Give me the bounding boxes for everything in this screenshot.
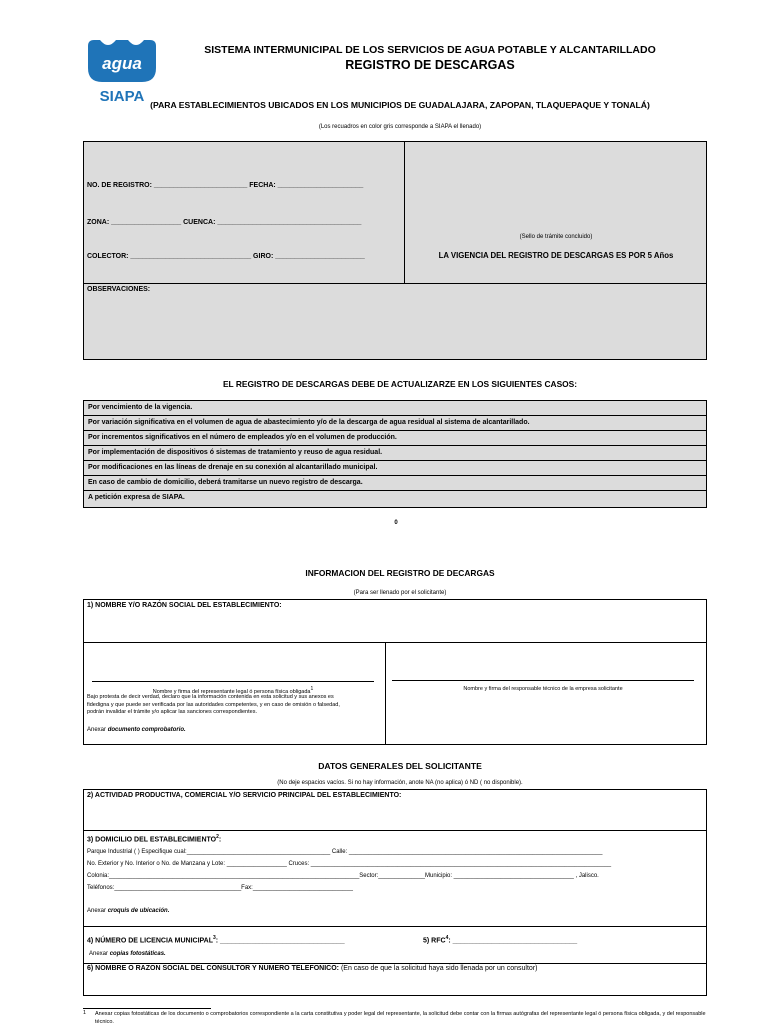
info-title: INFORMACION DEL REGISTRO DE DECARGAS <box>305 568 495 578</box>
firma-tecnico-label: Nombre y firma del responsable técnico de la empresa solicitante <box>463 686 623 692</box>
casos-table <box>83 400 707 508</box>
siapa-box <box>83 141 707 360</box>
telefonos-line[interactable]: Teléfonos:______________________________________Fax:______________________________ <box>87 885 353 891</box>
logo-word: agua <box>102 54 142 73</box>
legal-signature-line[interactable] <box>92 681 374 682</box>
anexar-croquis: Anexar croquis de ubicación. <box>87 908 170 914</box>
footnote-mark: 1 <box>83 1010 87 1016</box>
tecnico-signature-line[interactable] <box>392 680 694 681</box>
parque-line[interactable]: Parque Industrial ( ) Especifique cual:___________________________________________ Calle: ____________________________________________________________________________ <box>87 849 603 855</box>
casos-title: EL REGISTRO DE DESCARGAS DEBE DE ACTUALIZARZE EN LOS SIGUIENTES CASOS: <box>222 379 578 389</box>
header-subtitle: REGISTRO DE DESCARGAS <box>345 58 515 72</box>
q4-label[interactable]: 4) NÚMERO DE LICENCIA MUNICIPAL$^3$: ________________________________ <box>87 935 345 945</box>
q1-label: 1) NOMBRE Y/O RAZÓN SOCIAL DEL ESTABLECIMIENTO: <box>87 602 282 609</box>
casos-item: Por variación significativa en el volumen de agua de abastecimiento y/o de la descarga de agua residual al sistema de alcantarillado. <box>84 416 706 431</box>
footnote-rule <box>83 1008 211 1009</box>
header-title: SISTEMA INTERMUNICIPAL DE LOS SERVICIOS DE AGUA POTABLE Y ALCANTARILLADO <box>204 44 656 56</box>
logo-brand: SIAPA <box>99 88 145 105</box>
zona-line[interactable]: ZONA: __________________ CUENCA: _____________________________________ <box>87 219 362 226</box>
info-subtitle: (Para ser llenado por el solicitante) <box>353 590 447 596</box>
sello-label: (Sello de trámite concluido) <box>519 234 593 240</box>
casos-item: Por vencimiento de la vigencia. <box>84 401 706 416</box>
info-box <box>83 599 707 745</box>
casos-item: A petición expresa de SIAPA. <box>88 494 185 501</box>
header-scope: (PARA ESTABLECIMIENTOS UBICADOS EN LOS MUNICIPIOS DE GUADALAJARA, ZAPOPAN, TLAQUEPAQUE Y TONALÁ) <box>150 100 650 110</box>
registro-line[interactable]: NO. DE REGISTRO: ________________________ FECHA: ______________________ <box>87 182 364 189</box>
vigencia-label: LA VIGENCIA DEL REGISTRO DE DESCARGAS ES POR 5 Años <box>438 251 674 260</box>
q5-label[interactable]: 5) RFC$^4$: ________________________________ <box>423 935 578 945</box>
colonia-line[interactable]: Colonia:___________________________________________________________________________Sector:______________Municipio: ____________________________________ , Jalisco. <box>87 873 599 879</box>
colector-line[interactable]: COLECTOR: _______________________________ GIRO: _______________________ <box>87 253 365 260</box>
header-note: (Los recuadros en color gris corresponde a SIAPA el llenado) <box>318 124 482 130</box>
exterior-line[interactable]: No. Exterior y No. Interior o No. de Manzana y Lote: __________________ Cruces: __________________________________________________________________________________________ <box>87 861 612 867</box>
siapa-logo <box>86 38 158 105</box>
datos-box <box>83 789 707 996</box>
datos-title: DATOS GENERALES DEL SOLICITANTE <box>318 761 482 771</box>
datos-subtitle: (No deje espacios vacíos. Si no hay información, anote NA (no aplica) ó ND ( no disponible). <box>277 780 523 786</box>
observaciones-label: OBSERVACIONES: <box>87 286 151 293</box>
q6-label: 6) NOMBRE O RAZON SOCIAL DEL CONSULTOR Y NUMERO TELEFONICO: (En caso de que la solicitud haya sido llenada por un consultor) <box>87 965 538 972</box>
zero-mark: 0 <box>394 520 398 526</box>
q3-label: 3) DOMICILIO DEL ESTABLECIMIENTO$^2$: <box>87 834 222 844</box>
footnote-text: Anexar copias fotostáticas de los documento o comprobatorios correspondiente a la carta constitutiva y poder legal del representante, la solicitud debe contar con la firmas autógrafas del representante legal ó persona física obligada, y del responsable técnico. <box>95 1011 706 1025</box>
protesta-text: Bajo protesta de decir verdad, declaro que la información contenida en esta solicitud y sus anexos es fidedigna y que puede ser verificada por las autoridades competentes, y en caso de omisión o falsedad, podrán invalidar el trámite y/o aplicar las sanciones correspondientes. <box>87 694 340 715</box>
casos-item: En caso de cambio de domicilio, deberá tramitarse un nuevo registro de descarga. <box>84 476 706 491</box>
water-drop-logo-icon <box>86 38 158 84</box>
casos-item: Por implementación de dispositivos ó sistemas de tratamiento y reuso de agua residual. <box>84 446 706 461</box>
casos-item: Por incrementos significativos en el número de empleados y/o en el volumen de producción. <box>84 431 706 446</box>
anexar-documento: Anexar documento comprobatorio. <box>87 727 186 733</box>
anexar-copias: Anexar copias fotostáticas. <box>89 951 166 957</box>
casos-item: Por modificaciones en las líneas de drenaje en su conexión al alcantarillado municipal. <box>84 461 706 476</box>
firma-legal-label: Nombre y firma del representante legal ó persona física obligada$^1$ <box>152 686 314 695</box>
q2-label: 2) ACTIVIDAD PRODUCTIVA, COMERCIAL Y/O SERVICIO PRINCIPAL DEL ESTABLECIMIENTO: <box>87 792 402 799</box>
